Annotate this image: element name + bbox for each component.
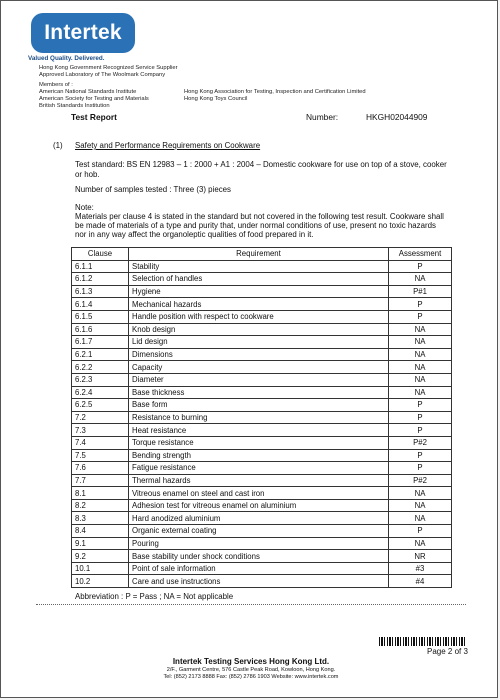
member-left-3: British Standards Institution (39, 103, 110, 109)
assessment-cell: NA (389, 361, 452, 374)
clause-cell: 7.6 (72, 462, 129, 475)
assessment-cell: NA (389, 487, 452, 500)
clause-cell: 7.4 (72, 436, 129, 449)
requirement-cell: Point of sale information (129, 562, 389, 575)
clause-cell: 10.2 (72, 575, 129, 588)
page-divider (36, 604, 466, 605)
assessment-cell: P (389, 260, 452, 273)
note-line-2: be made of materials of a type and purity that, under normal conditions of use, present no toxic hazards (75, 221, 436, 230)
clause-cell: 6.2.2 (72, 361, 129, 374)
requirement-cell: Mechanical hazards (129, 298, 389, 311)
table-row (72, 373, 452, 386)
header-clause: Clause (72, 248, 129, 261)
table-row (72, 323, 452, 336)
requirement-cell: Selection of handles (129, 273, 389, 286)
header-assessment: Assessment (389, 248, 452, 261)
member-left-2: American Society for Testing and Materials (39, 96, 149, 102)
assessment-cell: NA (389, 499, 452, 512)
number-label: Number: (306, 112, 339, 122)
table-row (72, 386, 452, 399)
table-row (72, 336, 452, 349)
table-row (72, 273, 452, 286)
table-header-row (72, 248, 452, 261)
requirement-cell: Dimensions (129, 348, 389, 361)
requirement-cell: Torque resistance (129, 436, 389, 449)
requirement-cell: Adhesion test for vitreous enamel on aluminium (129, 499, 389, 512)
requirement-cell: Handle position with respect to cookware (129, 310, 389, 323)
requirement-cell: Vitreous enamel on steel and cast iron (129, 487, 389, 500)
clause-cell: 6.2.5 (72, 399, 129, 412)
clause-cell: 8.3 (72, 512, 129, 525)
clause-cell: 6.2.1 (72, 348, 129, 361)
assessment-cell: P#2 (389, 436, 452, 449)
assessment-cell: P (389, 310, 452, 323)
assessment-cell: #3 (389, 562, 452, 575)
table-row (72, 575, 452, 588)
requirement-cell: Base stability under shock conditions (129, 550, 389, 563)
table-row (72, 348, 452, 361)
assessment-cell: NA (389, 512, 452, 525)
requirement-cell: Thermal hazards (129, 474, 389, 487)
assessment-cell: P (389, 525, 452, 538)
requirement-cell: Base form (129, 399, 389, 412)
table-row (72, 399, 452, 412)
samples-count: Number of samples tested : Three (3) pieces (75, 185, 231, 194)
assessment-cell: NR (389, 550, 452, 563)
clause-cell: 6.2.4 (72, 386, 129, 399)
requirement-cell: Hygiene (129, 285, 389, 298)
assessment-cell: NA (389, 373, 452, 386)
requirement-cell: Capacity (129, 361, 389, 374)
table-row (72, 550, 452, 563)
assessment-cell: P (389, 424, 452, 437)
clause-cell: 6.1.6 (72, 323, 129, 336)
section-index: (1) (53, 141, 63, 150)
clause-cell: 6.1.1 (72, 260, 129, 273)
clause-cell: 6.1.3 (72, 285, 129, 298)
test-standard-line-1: Test standard: BS EN 12983 – 1 : 2000 + A1 : 2004 – Domestic cookware for use on top of a stove, cooker (75, 160, 447, 169)
requirement-cell: Resistance to burning (129, 411, 389, 424)
table-row (72, 449, 452, 462)
assessment-cell: P (389, 411, 452, 424)
assessment-cell: NA (389, 348, 452, 361)
requirement-cell: Fatigue resistance (129, 462, 389, 475)
assessment-cell: NA (389, 386, 452, 399)
assessment-cell: NA (389, 323, 452, 336)
barcode (379, 637, 467, 646)
member-right-2: Hong Kong Toys Council (184, 96, 248, 102)
clause-cell: 6.1.2 (72, 273, 129, 286)
clause-cell: 7.7 (72, 474, 129, 487)
requirement-cell: Care and use instructions (129, 575, 389, 588)
clause-cell: 7.3 (72, 424, 129, 437)
assessment-cell: #4 (389, 575, 452, 588)
table-row (72, 411, 452, 424)
clause-cell: 6.1.5 (72, 310, 129, 323)
note-label: Note: (75, 203, 94, 212)
page-number: Page 2 of 3 (427, 647, 468, 656)
clause-cell: 8.1 (72, 487, 129, 500)
tagline: Valued Quality. Delivered. (28, 55, 105, 62)
note-line-3: nor in any way affect the organoleptic qualities of food prepared in it. (75, 230, 314, 239)
table-row (72, 424, 452, 437)
requirement-cell: Heat resistance (129, 424, 389, 437)
requirement-cell: Bending strength (129, 449, 389, 462)
clause-cell: 6.1.4 (72, 298, 129, 311)
assessment-cell: P (389, 462, 452, 475)
accreditation-2: Approved Laboratory of The Woolmark Company (39, 72, 166, 78)
clause-cell: 7.5 (72, 449, 129, 462)
accreditation-1: Hong Kong Government Recognized Service Supplier (39, 65, 178, 71)
table-row (72, 487, 452, 500)
requirement-cell: Knob design (129, 323, 389, 336)
clause-cell: 8.2 (72, 499, 129, 512)
table-row (72, 298, 452, 311)
clause-cell: 8.4 (72, 525, 129, 538)
assessment-cell: P#1 (389, 285, 452, 298)
member-right-1: Hong Kong Association for Testing, Inspection and Certification Limited (184, 89, 366, 95)
assessment-cell: P (389, 298, 452, 311)
test-standard-line-2: or hob. (75, 169, 100, 179)
clause-cell: 6.1.7 (72, 336, 129, 349)
requirement-cell: Pouring (129, 537, 389, 550)
company-address: 2/F., Garment Centre, 576 Castle Peak Road, Kowloon, Hong Kong. (166, 667, 336, 673)
requirement-cell: Base thickness (129, 386, 389, 399)
table-row (72, 285, 452, 298)
table-row (72, 361, 452, 374)
members-label: Members of : (39, 82, 73, 88)
company-contact: Tel: (852) 2173 8888 Fax: (852) 2786 1903 Website: www.intertek.com (163, 674, 339, 680)
abbreviation-note: Abbreviation : P = Pass ; NA = Not applicable (75, 592, 234, 601)
table-row (72, 537, 452, 550)
table-row (72, 436, 452, 449)
requirement-cell: Diameter (129, 373, 389, 386)
requirement-cell: Hard anodized aluminium (129, 512, 389, 525)
table-row (72, 562, 452, 575)
assessment-cell: NA (389, 273, 452, 286)
table-row (72, 310, 452, 323)
table-row (72, 512, 452, 525)
assessment-cell: P (389, 449, 452, 462)
company-name: Intertek Testing Services Hong Kong Ltd. (172, 657, 330, 666)
requirements-table (71, 247, 452, 588)
table-row (72, 260, 452, 273)
table-body (72, 260, 452, 587)
clause-cell: 9.2 (72, 550, 129, 563)
report-number: HKGH02044909 (366, 112, 428, 122)
assessment-cell: P (389, 399, 452, 412)
assessment-cell: P#2 (389, 474, 452, 487)
requirement-cell: Stability (129, 260, 389, 273)
member-left-1: American National Standards Institute (39, 89, 137, 95)
table-row (72, 499, 452, 512)
assessment-cell: NA (389, 537, 452, 550)
section-title: Safety and Performance Requirements on Cookware (75, 141, 261, 150)
table-row (72, 462, 452, 475)
intertek-logo: Intertek (31, 13, 135, 53)
table-row (72, 474, 452, 487)
clause-cell: 9.1 (72, 537, 129, 550)
assessment-cell: NA (389, 336, 452, 349)
clause-cell: 6.2.3 (72, 373, 129, 386)
note-line-1: Materials per clause 4 is stated in the standard but not covered in the following test result. Cookware shall (75, 212, 444, 221)
table-row (72, 525, 452, 538)
clause-cell: 7.2 (72, 411, 129, 424)
requirement-cell: Organic external coating (129, 525, 389, 538)
header-requirement: Requirement (129, 248, 389, 261)
requirement-cell: Lid design (129, 336, 389, 349)
report-title: Test Report (71, 112, 117, 122)
clause-cell: 10.1 (72, 562, 129, 575)
